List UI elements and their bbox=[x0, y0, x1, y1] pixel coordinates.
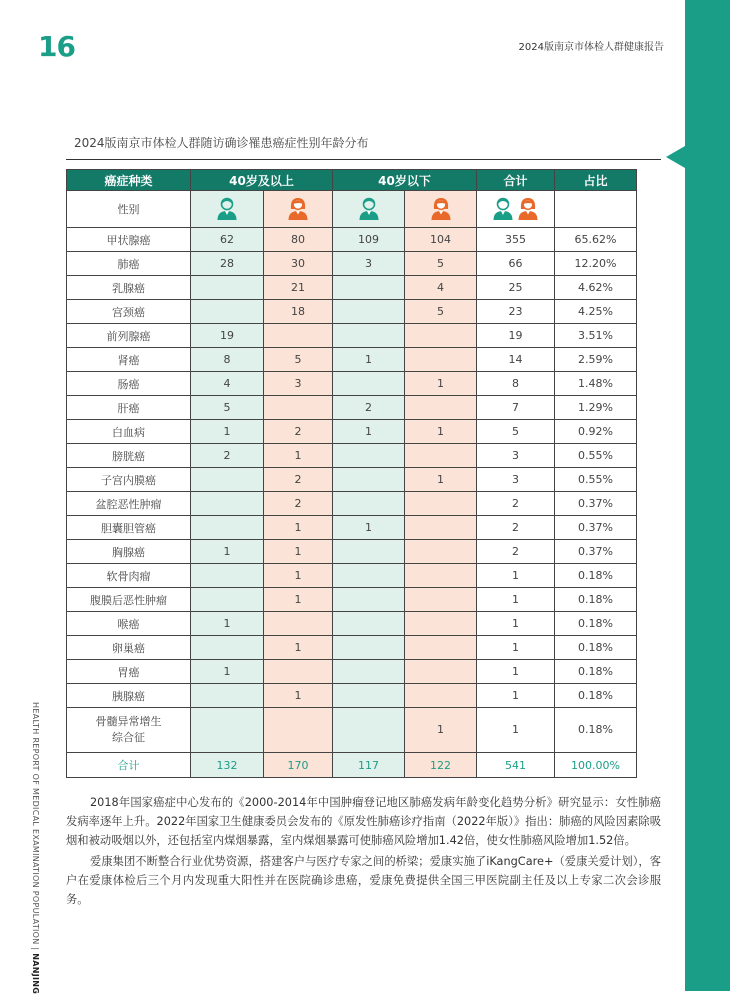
side-text-separator: | bbox=[31, 947, 40, 951]
cell-total: 3 bbox=[477, 468, 555, 492]
cell-m39: 1 bbox=[333, 420, 405, 444]
table-row bbox=[67, 228, 637, 252]
table-row bbox=[67, 324, 637, 348]
male-avatar-icon bbox=[216, 197, 238, 221]
cell-m40: 1 bbox=[191, 540, 264, 564]
header-percentage: 占比 bbox=[555, 170, 637, 191]
cell-name: 肺癌 bbox=[67, 252, 191, 276]
cell-f40: 1 bbox=[264, 636, 333, 660]
cell-pct: 0.18% bbox=[555, 564, 637, 588]
cancer-distribution-table bbox=[66, 169, 637, 778]
cell-m40: 5 bbox=[191, 396, 264, 420]
cell-m40: 1 bbox=[191, 660, 264, 684]
cell-name: 胰腺癌 bbox=[67, 684, 191, 708]
cell-name: 肝癌 bbox=[67, 396, 191, 420]
cell-pct: 0.18% bbox=[555, 684, 637, 708]
cell-m40 bbox=[191, 708, 264, 753]
cell-m39 bbox=[333, 540, 405, 564]
cell-m39 bbox=[333, 276, 405, 300]
cell-name: 肾癌 bbox=[67, 348, 191, 372]
cell-f39: 5 bbox=[405, 300, 477, 324]
cell-m39 bbox=[333, 708, 405, 753]
cell-f39 bbox=[405, 612, 477, 636]
table-row bbox=[67, 468, 637, 492]
cell-name-line2: 综合征 bbox=[112, 731, 145, 744]
cell-name: 腹膜后恶性肿瘤 bbox=[67, 588, 191, 612]
gender-label: 性别 bbox=[67, 191, 191, 228]
cell-pct: 1.48% bbox=[555, 372, 637, 396]
cell-pct: 0.37% bbox=[555, 492, 637, 516]
cell-name: 膀胱癌 bbox=[67, 444, 191, 468]
cell-f39 bbox=[405, 540, 477, 564]
cell-f39: 104 bbox=[405, 228, 477, 252]
cell-total: 8 bbox=[477, 372, 555, 396]
cell-m40 bbox=[191, 516, 264, 540]
cell-pct: 0.18% bbox=[555, 708, 637, 753]
cell-pct: 100.00% bbox=[555, 753, 637, 778]
table-row bbox=[67, 636, 637, 660]
table-row bbox=[67, 684, 637, 708]
cell-name: 卵巢癌 bbox=[67, 636, 191, 660]
cell-pct: 4.62% bbox=[555, 276, 637, 300]
gender-male-under40 bbox=[333, 191, 405, 228]
gender-female-40plus bbox=[264, 191, 333, 228]
cell-m40 bbox=[191, 276, 264, 300]
table-row bbox=[67, 444, 637, 468]
cell-m39: 117 bbox=[333, 753, 405, 778]
cell-pct: 0.37% bbox=[555, 516, 637, 540]
cell-total: 5 bbox=[477, 420, 555, 444]
gender-row bbox=[67, 191, 637, 228]
cell-name: 子宫内膜癌 bbox=[67, 468, 191, 492]
header-cancer-type: 癌症种类 bbox=[67, 170, 191, 191]
cell-m39: 3 bbox=[333, 252, 405, 276]
table-row bbox=[67, 252, 637, 276]
table-row bbox=[67, 540, 637, 564]
cell-pct: 2.59% bbox=[555, 348, 637, 372]
cell-name: 胃癌 bbox=[67, 660, 191, 684]
cell-m40 bbox=[191, 564, 264, 588]
cell-name: 合计 bbox=[67, 753, 191, 778]
cell-f40 bbox=[264, 324, 333, 348]
sum-row bbox=[67, 753, 637, 778]
cell-name: 白血病 bbox=[67, 420, 191, 444]
cell-total: 1 bbox=[477, 660, 555, 684]
cell-m39 bbox=[333, 468, 405, 492]
table-row bbox=[67, 372, 637, 396]
cell-pct: 0.55% bbox=[555, 468, 637, 492]
table-row bbox=[67, 492, 637, 516]
cell-total: 14 bbox=[477, 348, 555, 372]
cell-total: 1 bbox=[477, 612, 555, 636]
cell-pct: 0.55% bbox=[555, 444, 637, 468]
cell-pct: 0.18% bbox=[555, 660, 637, 684]
body-paragraph-1: 2018年国家癌症中心发布的《2000-2014年中国肿瘤登记地区肺癌发病年龄变化趋势分析》研究显示：女性肺癌发病率逐年上升。2022年国家卫生健康委员会发布的《原发性肺癌诊疗指南（2022年版）》指出：肺癌的风险因素除吸烟和被动吸烟以外，还包括室内煤烟暴露，室内煤烟暴露可使肺癌风险增加1.42倍，使女性肺癌风险增加1.52倍。 bbox=[66, 796, 661, 847]
cell-m40 bbox=[191, 468, 264, 492]
cell-f39 bbox=[405, 564, 477, 588]
table-row bbox=[67, 420, 637, 444]
cell-m39 bbox=[333, 324, 405, 348]
cell-pct: 1.29% bbox=[555, 396, 637, 420]
cell-m39 bbox=[333, 684, 405, 708]
page-number: 16 bbox=[38, 30, 75, 63]
cell-f39: 1 bbox=[405, 468, 477, 492]
table-row bbox=[67, 516, 637, 540]
cell-total: 1 bbox=[477, 636, 555, 660]
cell-m40: 62 bbox=[191, 228, 264, 252]
cell-name-line1: 骨髓异常增生 bbox=[95, 715, 162, 728]
table-row bbox=[67, 660, 637, 684]
cell-pct: 12.20% bbox=[555, 252, 637, 276]
cell-name: 宫颈癌 bbox=[67, 300, 191, 324]
gender-total bbox=[477, 191, 555, 228]
cell-f39: 1 bbox=[405, 420, 477, 444]
cell-name bbox=[67, 708, 191, 753]
cell-total: 19 bbox=[477, 324, 555, 348]
cell-f39: 1 bbox=[405, 708, 477, 753]
cell-f40: 2 bbox=[264, 492, 333, 516]
cell-f40: 5 bbox=[264, 348, 333, 372]
table-row bbox=[67, 588, 637, 612]
cell-m39 bbox=[333, 588, 405, 612]
cell-m39: 2 bbox=[333, 396, 405, 420]
cell-f40: 1 bbox=[264, 540, 333, 564]
cell-f39 bbox=[405, 492, 477, 516]
cell-m40: 28 bbox=[191, 252, 264, 276]
cell-f39 bbox=[405, 396, 477, 420]
cell-m40: 1 bbox=[191, 612, 264, 636]
table-row bbox=[67, 348, 637, 372]
right-color-band bbox=[685, 0, 730, 991]
female-avatar-icon bbox=[287, 197, 309, 221]
body-text bbox=[66, 793, 661, 911]
cell-pct: 3.51% bbox=[555, 324, 637, 348]
cell-m40 bbox=[191, 492, 264, 516]
cell-f39 bbox=[405, 348, 477, 372]
male-avatar-icon bbox=[358, 197, 380, 221]
cell-pct: 4.25% bbox=[555, 300, 637, 324]
gender-female-under40 bbox=[405, 191, 477, 228]
cell-m40: 132 bbox=[191, 753, 264, 778]
table-row bbox=[67, 300, 637, 324]
male-avatar-icon bbox=[492, 197, 514, 221]
side-vertical-text bbox=[31, 702, 40, 994]
cell-m39 bbox=[333, 444, 405, 468]
cell-m39 bbox=[333, 636, 405, 660]
gender-male-40plus bbox=[191, 191, 264, 228]
cell-f39: 5 bbox=[405, 252, 477, 276]
cell-m40 bbox=[191, 588, 264, 612]
cell-name: 乳腺癌 bbox=[67, 276, 191, 300]
title-divider bbox=[66, 159, 661, 160]
body-paragraph-2: 爱康集团不断整合行业优势资源，搭建客户与医疗专家之间的桥梁；爱康实施了iKangCare+（爱康关爱计划），客户在爱康体检后三个月内发现重大阳性并在医院确诊患癌，爱康免费提供全国三甲医院副主任及以上专家二次会诊服务。 bbox=[66, 855, 661, 906]
cell-f39 bbox=[405, 636, 477, 660]
cell-f39: 4 bbox=[405, 276, 477, 300]
cell-name: 甲状腺癌 bbox=[67, 228, 191, 252]
cell-name: 软骨肉瘤 bbox=[67, 564, 191, 588]
cell-m39 bbox=[333, 492, 405, 516]
cell-m39 bbox=[333, 372, 405, 396]
cell-f40: 3 bbox=[264, 372, 333, 396]
cell-f39 bbox=[405, 324, 477, 348]
side-text-main: HEALTH REPORT OF MEDICAL EXAMINATION POPULATION bbox=[31, 702, 40, 945]
cell-pct: 0.92% bbox=[555, 420, 637, 444]
cell-pct: 65.62% bbox=[555, 228, 637, 252]
cell-f40: 21 bbox=[264, 276, 333, 300]
cell-m39 bbox=[333, 612, 405, 636]
cell-name: 喉癌 bbox=[67, 612, 191, 636]
cell-f40 bbox=[264, 708, 333, 753]
cell-f40: 1 bbox=[264, 516, 333, 540]
cell-total: 66 bbox=[477, 252, 555, 276]
header-total: 合计 bbox=[477, 170, 555, 191]
cell-f39 bbox=[405, 444, 477, 468]
cell-m40 bbox=[191, 684, 264, 708]
cell-m40 bbox=[191, 636, 264, 660]
cell-f40: 80 bbox=[264, 228, 333, 252]
cell-pct: 0.18% bbox=[555, 636, 637, 660]
cell-f40: 18 bbox=[264, 300, 333, 324]
cell-name: 胸腺癌 bbox=[67, 540, 191, 564]
cell-m39 bbox=[333, 660, 405, 684]
cell-total: 355 bbox=[477, 228, 555, 252]
cell-f40 bbox=[264, 612, 333, 636]
cell-total: 541 bbox=[477, 753, 555, 778]
cell-f39: 1 bbox=[405, 372, 477, 396]
female-avatar-icon bbox=[517, 197, 539, 221]
table-row bbox=[67, 708, 637, 753]
cell-f40: 2 bbox=[264, 468, 333, 492]
table-row bbox=[67, 276, 637, 300]
cell-m39: 1 bbox=[333, 348, 405, 372]
cell-name: 胆囊胆管癌 bbox=[67, 516, 191, 540]
gender-pct-empty bbox=[555, 191, 637, 228]
cell-f39 bbox=[405, 684, 477, 708]
cell-m39 bbox=[333, 564, 405, 588]
cell-f40 bbox=[264, 660, 333, 684]
cell-f39 bbox=[405, 516, 477, 540]
cell-total: 25 bbox=[477, 276, 555, 300]
section-marker-notch bbox=[666, 146, 685, 168]
cell-total: 1 bbox=[477, 588, 555, 612]
cell-m40: 19 bbox=[191, 324, 264, 348]
side-text-city: NANJING bbox=[31, 953, 40, 994]
cell-f40: 1 bbox=[264, 564, 333, 588]
cell-name: 肠癌 bbox=[67, 372, 191, 396]
cell-m39: 1 bbox=[333, 516, 405, 540]
cell-m40 bbox=[191, 300, 264, 324]
cell-pct: 0.18% bbox=[555, 612, 637, 636]
cell-total: 1 bbox=[477, 564, 555, 588]
cell-m39 bbox=[333, 300, 405, 324]
cell-name: 前列腺癌 bbox=[67, 324, 191, 348]
cell-name: 盆腔恶性肿瘤 bbox=[67, 492, 191, 516]
cell-total: 3 bbox=[477, 444, 555, 468]
cell-pct: 0.37% bbox=[555, 540, 637, 564]
cell-f40: 1 bbox=[264, 588, 333, 612]
running-header: 2024版南京市体检人群健康报告 bbox=[518, 42, 664, 53]
table-row bbox=[67, 612, 637, 636]
table-row bbox=[67, 396, 637, 420]
table-title: 2024版南京市体检人群随访确诊罹患癌症性别年龄分布 bbox=[74, 136, 369, 150]
header-age-under-40: 40岁以下 bbox=[333, 170, 477, 191]
cell-f39 bbox=[405, 588, 477, 612]
cell-f39 bbox=[405, 660, 477, 684]
cell-pct: 0.18% bbox=[555, 588, 637, 612]
header-age-40-plus: 40岁及以上 bbox=[191, 170, 333, 191]
cell-f40: 1 bbox=[264, 444, 333, 468]
cell-f39: 122 bbox=[405, 753, 477, 778]
cell-f40: 30 bbox=[264, 252, 333, 276]
cell-total: 2 bbox=[477, 492, 555, 516]
table-header-row bbox=[67, 170, 637, 191]
cell-m40: 2 bbox=[191, 444, 264, 468]
cell-f40: 170 bbox=[264, 753, 333, 778]
cell-f40 bbox=[264, 396, 333, 420]
cell-m39: 109 bbox=[333, 228, 405, 252]
cell-m40: 1 bbox=[191, 420, 264, 444]
female-avatar-icon bbox=[430, 197, 452, 221]
cell-total: 2 bbox=[477, 540, 555, 564]
cell-m40: 4 bbox=[191, 372, 264, 396]
cell-f40: 2 bbox=[264, 420, 333, 444]
table-row bbox=[67, 564, 637, 588]
cell-total: 1 bbox=[477, 684, 555, 708]
cell-total: 2 bbox=[477, 516, 555, 540]
cell-total: 23 bbox=[477, 300, 555, 324]
cell-f40: 1 bbox=[264, 684, 333, 708]
cell-total: 7 bbox=[477, 396, 555, 420]
cell-m40: 8 bbox=[191, 348, 264, 372]
cell-total: 1 bbox=[477, 708, 555, 753]
